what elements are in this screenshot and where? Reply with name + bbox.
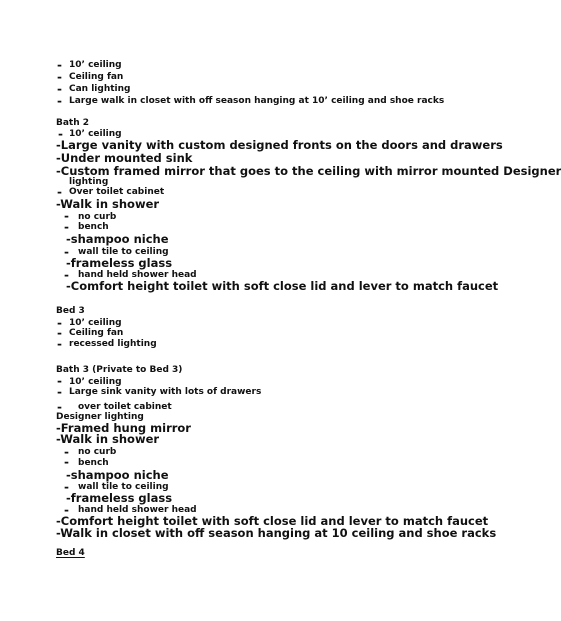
list-item: -Under mounted sink xyxy=(56,151,193,165)
bullet-dash: - xyxy=(64,480,69,494)
bullet-dash: - xyxy=(57,58,62,72)
list-item: -Framed hung mirror xyxy=(56,421,191,435)
list-item: -Large vanity with custom designed fronts on the doors and drawers xyxy=(56,138,503,152)
list-item: lighting xyxy=(69,177,109,187)
bullet-dash: - xyxy=(57,326,62,340)
bullet-dash: - xyxy=(57,185,62,199)
list-item: bench xyxy=(78,222,109,232)
list-item: 10’ ceiling xyxy=(69,129,122,139)
bullet-dash: - xyxy=(57,385,62,399)
bullet-dash: - xyxy=(58,127,63,141)
list-item: wall tile to ceiling xyxy=(78,482,169,492)
list-item: -Comfort height toilet with soft close lid and lever to match faucet xyxy=(56,514,489,528)
list-item: -shampoo niche xyxy=(66,232,169,246)
list-item: 10’ ceiling xyxy=(69,60,122,70)
list-item: -shampoo niche xyxy=(66,468,169,482)
list-item: -Walk in closet with off season hanging at 10 ceiling and shoe racks xyxy=(56,526,497,540)
list-item: Large walk in closet with off season hanging at 10’ ceiling and shoe racks xyxy=(69,96,445,106)
list-item: Ceiling fan xyxy=(69,328,124,338)
list-item: Large sink vanity with lots of drawers xyxy=(69,387,262,397)
section-heading-bed-4: Bed 4 xyxy=(56,548,85,558)
list-item: hand held shower head xyxy=(78,270,197,280)
bullet-dash: - xyxy=(64,503,69,517)
list-item: Ceiling fan xyxy=(69,72,124,82)
section-heading-bath-3: Bath 3 (Private to Bed 3) xyxy=(56,365,183,375)
list-item: over toilet cabinet xyxy=(78,402,172,412)
list-item: -frameless glass xyxy=(66,491,173,505)
list-item: -frameless glass xyxy=(66,256,173,270)
section-heading-bed-3: Bed 3 xyxy=(56,306,85,316)
section-heading-bath-2: Bath 2 xyxy=(56,118,90,128)
list-item: 10’ ceiling xyxy=(69,318,122,328)
bullet-dash: - xyxy=(57,82,62,96)
list-item: -Comfort height toilet with soft close lid and lever to match faucet xyxy=(66,279,499,293)
bullet-dash: - xyxy=(64,455,69,469)
list-item: 10’ ceiling xyxy=(69,377,122,387)
list-item: Over toilet cabinet xyxy=(69,187,165,197)
list-item: hand held shower head xyxy=(78,505,197,515)
list-item: bench xyxy=(78,458,109,468)
bullet-dash: - xyxy=(64,209,69,223)
bullet-dash: - xyxy=(64,245,69,259)
list-item: -Walk in shower xyxy=(56,432,160,446)
list-item: -Custom framed mirror that goes to the ceiling with mirror mounted Designer xyxy=(56,164,561,178)
bullet-dash: - xyxy=(57,337,62,351)
bullet-dash: - xyxy=(57,94,62,108)
list-item: -Walk in shower xyxy=(56,197,160,211)
bullet-dash: - xyxy=(57,400,62,414)
list-item: no curb xyxy=(78,447,117,457)
list-item: recessed lighting xyxy=(69,339,157,349)
bullet-dash: - xyxy=(57,70,62,84)
bullet-dash: - xyxy=(64,445,69,459)
bullet-dash: - xyxy=(64,220,69,234)
list-item: Designer lighting xyxy=(56,412,144,422)
bullet-dash: - xyxy=(57,316,62,330)
list-item: wall tile to ceiling xyxy=(78,247,169,257)
list-item: no curb xyxy=(78,212,117,222)
bullet-dash: - xyxy=(64,268,69,282)
bullet-dash: - xyxy=(57,374,62,388)
list-item: Can lighting xyxy=(69,84,131,94)
